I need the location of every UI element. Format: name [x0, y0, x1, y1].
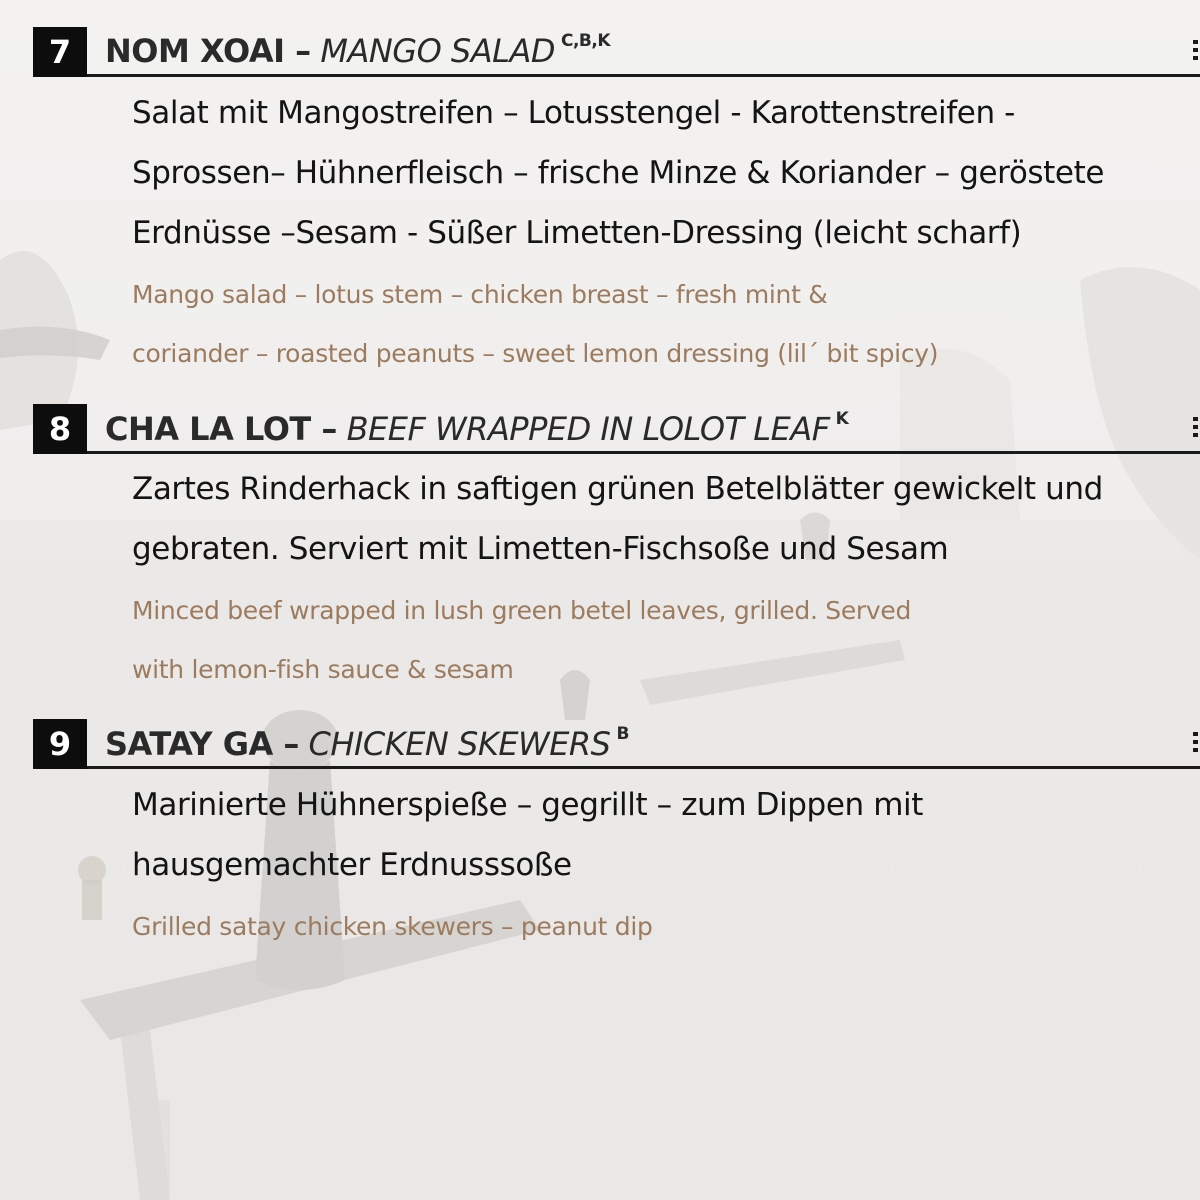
allergen-codes: B	[616, 724, 629, 744]
item-number-badge: 7	[33, 27, 87, 77]
description-de-line: Marinierte Hühnerspieße – gegrillt – zum Dippen mit	[132, 787, 923, 823]
description-de-line: Erdnüsse –Sesam - Süßer Limetten-Dressing (leicht scharf)	[132, 215, 1022, 251]
description-de-line: hausgemachter Erdnusssoße	[132, 847, 572, 883]
description-de-line: gebraten. Serviert mit Limetten-Fischsoße und Sesam	[132, 531, 949, 567]
allergen-codes: K	[835, 409, 849, 429]
description-en-line: Grilled satay chicken skewers – peanut dip	[132, 912, 653, 941]
description-en-line: coriander – roasted peanuts – sweet lemon dressing (lil´ bit spicy)	[132, 339, 939, 368]
allergen-codes: C,B,K	[560, 31, 611, 51]
dish-translation: CHICKEN SKEWERS	[308, 725, 611, 763]
edge-dots-icon	[1193, 732, 1200, 758]
description-de-line: Sprossen– Hühnerfleisch – frische Minze & Koriander – geröstete	[132, 155, 1105, 191]
dish-name: NOM XOAI –	[105, 32, 311, 70]
dish-translation: BEEF WRAPPED IN LOLOT LEAF	[346, 410, 830, 448]
description-de-line: Salat mit Mangostreifen – Lotusstengel - Karottenstreifen -	[132, 95, 1015, 131]
description-de-line: Zartes Rinderhack in saftigen grünen Betelblätter gewickelt und	[132, 471, 1103, 507]
description-en-line: with lemon-fish sauce & sesam	[132, 655, 514, 684]
item-number-badge: 9	[33, 719, 87, 769]
item-number-badge: 8	[33, 404, 87, 454]
dish-name: SATAY GA –	[105, 725, 299, 763]
dish-name: CHA LA LOT –	[105, 410, 337, 448]
title-underline	[87, 766, 1200, 769]
item-title	[105, 724, 629, 763]
description-en-line: Mango salad – lotus stem – chicken breast – fresh mint &	[132, 280, 828, 309]
dish-translation: MANGO SALAD	[320, 32, 555, 70]
description-en-line: Minced beef wrapped in lush green betel leaves, grilled. Served	[132, 596, 912, 625]
